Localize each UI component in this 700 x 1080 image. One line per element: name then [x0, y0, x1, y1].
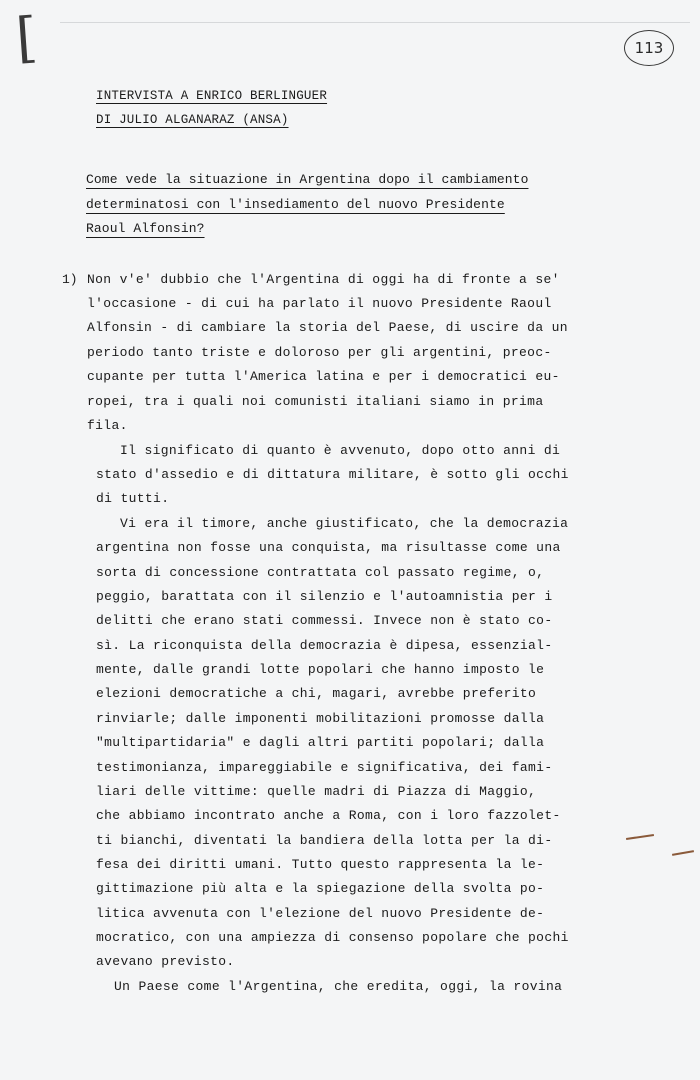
question-line: determinatosi con l'insediamento del nuovo Presidente	[86, 197, 505, 212]
answer-line: stato d'assedio e di dittatura militare, è sotto gli occhi	[96, 467, 569, 482]
answer-line: Vi era il timore, anche giustificato, che la democrazia	[120, 516, 569, 531]
header-title-line: INTERVISTA A ENRICO BERLINGUER	[96, 89, 328, 103]
answer-line: elezioni democratiche a chi, magari, avrebbe preferito	[96, 686, 537, 701]
answer-line: Alfonsin - di cambiare la storia del Paese, di uscire da un	[87, 320, 568, 335]
answer-line: avevano previsto.	[96, 954, 235, 969]
answer-line: Il significato di quanto è avvenuto, dopo otto anni di	[120, 443, 561, 458]
ink-smudge	[626, 834, 654, 840]
answer-marker: 1)	[62, 272, 78, 287]
ink-smudge	[672, 850, 694, 856]
answer-line: Non v'e' dubbio che l'Argentina di oggi ha di fronte a se'	[87, 272, 560, 287]
answer-line: ropei, tra i quali noi comunisti italiani siamo in prima	[87, 394, 544, 409]
answer-line: sì. La riconquista della democrazia è dipesa, essenzial-	[96, 638, 553, 653]
page-number-circled: 113	[624, 30, 674, 66]
handwritten-bracket-mark: [	[13, 5, 40, 70]
answer-line: che abbiamo incontrato anche a Roma, con i loro fazzolet-	[96, 808, 561, 823]
answer-line: argentina non fosse una conquista, ma risultasse come una	[96, 540, 561, 555]
answer-line: "multipartidaria" e dagli altri partiti popolari; dalla	[96, 735, 545, 750]
answer-line: rinviarle; dalle imponenti mobilitazioni promosse dalla	[96, 711, 545, 726]
answer-line: delitti che erano stati commessi. Invece non è stato co-	[96, 613, 553, 628]
answer-line: liari delle vittime: quelle madri di Piazza di Maggio,	[96, 784, 537, 799]
header-title-line: DI JULIO ALGANARAZ (ANSA)	[96, 113, 289, 127]
answer-line: ti bianchi, diventati la bandiera della lotta per la di-	[96, 833, 553, 848]
answer-line: di tutti.	[96, 491, 170, 506]
answer-line: l'occasione - di cui ha parlato il nuovo Presidente Raoul	[87, 296, 552, 311]
answer-line: cupante per tutta l'America latina e per i democratici eu-	[87, 369, 560, 384]
answer-line: litica avvenuta con l'elezione del nuovo Presidente de-	[96, 906, 545, 921]
answer-line: mocratico, con una ampiezza di consenso popolare che pochi	[96, 930, 569, 945]
answer-line: fila.	[87, 418, 128, 433]
page-top-edge	[60, 22, 690, 23]
answer-line: Un Paese come l'Argentina, che eredita, oggi, la rovina	[114, 979, 563, 994]
answer-line: testimonianza, impareggiabile e significativa, dei fami-	[96, 760, 553, 775]
answer-line: sorta di concessione contrattata col passato regime, o,	[96, 565, 545, 580]
answer-line: mente, dalle grandi lotte popolari che hanno imposto le	[96, 662, 545, 677]
answer-line: periodo tanto triste e doloroso per gli argentini, preoc-	[87, 345, 552, 360]
question-line: Come vede la situazione in Argentina dopo il cambiamento	[86, 172, 529, 187]
answer-line: gittimazione più alta e la spiegazione della svolta po-	[96, 881, 545, 896]
answer-line: fesa dei diritti umani. Tutto questo rappresenta la le-	[96, 857, 545, 872]
answer-line: peggio, barattata con il silenzio e l'autoamnistia per i	[96, 589, 553, 604]
question-line: Raoul Alfonsin?	[86, 221, 205, 236]
